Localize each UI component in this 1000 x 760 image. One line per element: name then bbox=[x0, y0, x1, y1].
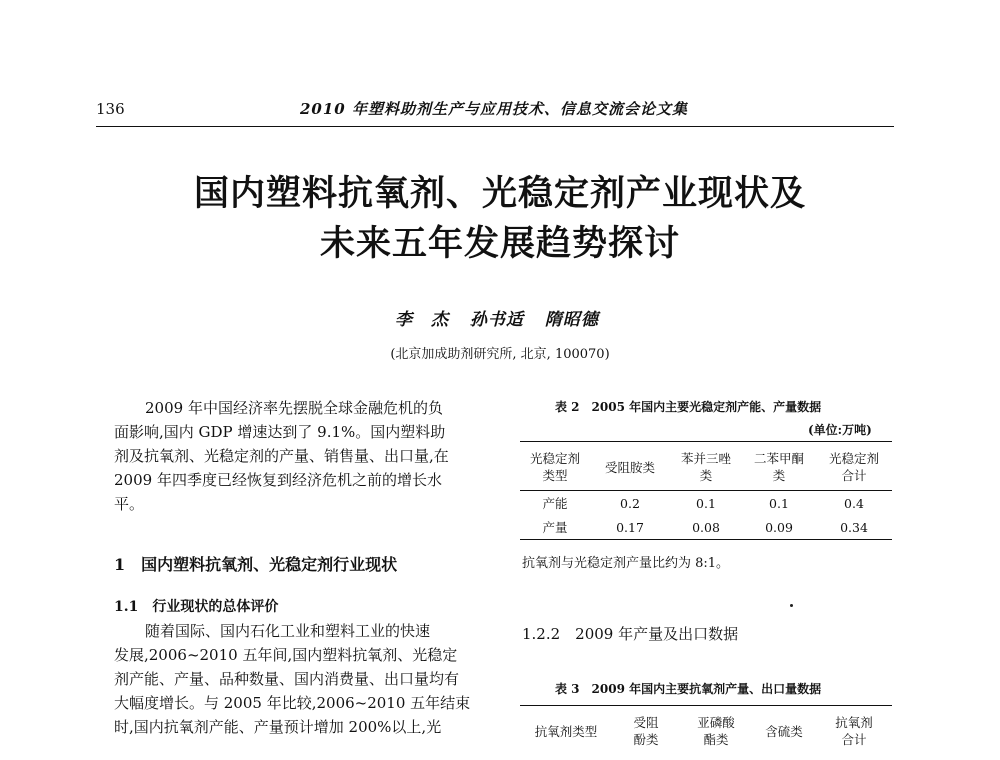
table-3-top-rule bbox=[520, 705, 892, 706]
intro-line: 剂及抗氧剂、光稳定剂的产量、销售量、出口量,在 bbox=[114, 447, 449, 465]
table-header-cell bbox=[742, 444, 816, 491]
header-text: 抗氧剂 bbox=[835, 715, 873, 730]
body-line: 随着国际、国内石化工业和塑料工业的快速 bbox=[145, 622, 431, 640]
body-line: 剂产能、产量、品种数量、国内消费量、出口量均有 bbox=[114, 670, 460, 688]
table-cell: 0.08 bbox=[670, 515, 742, 540]
table-header-cell bbox=[816, 444, 892, 491]
table-2-top-rule bbox=[520, 441, 892, 442]
table-cell: 0.4 bbox=[844, 495, 864, 511]
header-text: 受阻 bbox=[633, 715, 659, 730]
author-name: 孙书适 bbox=[469, 310, 524, 330]
header-text: 类 bbox=[772, 468, 786, 483]
article-title-line-1: 国内塑料抗氧剂、光稳定剂产业现状及 bbox=[193, 173, 806, 214]
table-row bbox=[520, 491, 892, 516]
author-name: 隋昭德 bbox=[544, 310, 599, 330]
table-3-header-row bbox=[520, 708, 892, 754]
table-cell: 产能 bbox=[542, 495, 568, 511]
table-header-cell: 含硫类 bbox=[765, 723, 803, 739]
table-2-unit: (单位:万吨) bbox=[808, 423, 872, 437]
table-3-caption: 表 3 2009 年国内主要抗氧剂产量、出口量数据 bbox=[555, 682, 822, 696]
speck bbox=[790, 604, 793, 607]
header-text: 合计 bbox=[841, 732, 867, 747]
header-text: 光稳定剂 bbox=[529, 451, 580, 466]
header-text: 酯类 bbox=[703, 732, 729, 747]
header-text: 亚磷酸 bbox=[697, 715, 735, 730]
header-text: 苯并三唑 bbox=[680, 451, 731, 466]
intro-line: 面影响,国内 GDP 增速达到了 9.1%。国内塑料助 bbox=[114, 423, 446, 441]
table-2-caption: 表 2 2005 年国内主要光稳定剂产能、产量数据 bbox=[555, 400, 822, 414]
table-header-cell bbox=[612, 708, 680, 754]
body-line: 发展,2006~2010 五年间,国内塑料抗氧剂、光稳定 bbox=[114, 646, 458, 664]
header-text: 二苯甲酮 bbox=[753, 451, 804, 466]
table-cell: 0.2 bbox=[620, 495, 640, 511]
table-row bbox=[520, 515, 892, 540]
table-header-cell: 受阻胺类 bbox=[590, 444, 670, 491]
table-3 bbox=[520, 708, 892, 754]
table-cell: 0.34 bbox=[816, 515, 892, 540]
table-cell: 产量 bbox=[520, 515, 590, 540]
header-text: 类型 bbox=[542, 468, 568, 483]
section-1-heading: 1 国内塑料抗氧剂、光稳定剂行业现状 bbox=[114, 555, 398, 574]
header-text: 酚类 bbox=[633, 732, 659, 747]
table-header-cell bbox=[680, 708, 752, 754]
body-line: 大幅度增长。与 2005 年比较,2006~2010 五年结束 bbox=[114, 694, 471, 712]
table-cell: 0.1 bbox=[696, 495, 716, 511]
article-title-line-2: 未来五年发展趋势探讨 bbox=[319, 223, 680, 264]
table-header-cell bbox=[520, 444, 590, 491]
table-2 bbox=[520, 444, 892, 540]
page-number: 136 bbox=[96, 100, 125, 118]
table-2-header-row bbox=[520, 444, 892, 491]
intro-line: 平。 bbox=[114, 495, 145, 513]
table-2-note: 抗氧剂与光稳定剂产量比约为 8:1。 bbox=[522, 556, 730, 571]
header-rule bbox=[96, 126, 894, 127]
table-cell: 0.17 bbox=[590, 515, 670, 540]
table-header-cell bbox=[670, 444, 742, 491]
section-1-2-2-heading: 1.2.2 2009 年产量及出口数据 bbox=[522, 625, 739, 643]
table-cell: 0.1 bbox=[769, 495, 789, 511]
author-name: 李 杰 bbox=[395, 310, 449, 330]
proceedings-title: 2010 年塑料助剂生产与应用技术、信息交流会论文集 bbox=[300, 100, 688, 118]
header-text: 光稳定剂 bbox=[828, 451, 879, 466]
table-header-cell: 抗氧剂类型 bbox=[534, 723, 598, 739]
authors bbox=[395, 305, 613, 330]
affiliation: (北京加成助剂研究所, 北京, 100070) bbox=[390, 347, 610, 362]
table-cell: 0.09 bbox=[742, 515, 816, 540]
header-text: 合计 bbox=[841, 468, 867, 483]
intro-line: 2009 年中国经济率先摆脱全球金融危机的负 bbox=[145, 399, 443, 417]
section-1-1-heading: 1.1 行业现状的总体评价 bbox=[114, 599, 279, 615]
body-line: 时,国内抗氧剂产能、产量预计增加 200%以上,光 bbox=[114, 718, 442, 736]
header-text: 类 bbox=[699, 468, 713, 483]
table-header-cell bbox=[816, 708, 892, 754]
intro-line: 2009 年四季度已经恢复到经济危机之前的增长水 bbox=[114, 471, 442, 489]
